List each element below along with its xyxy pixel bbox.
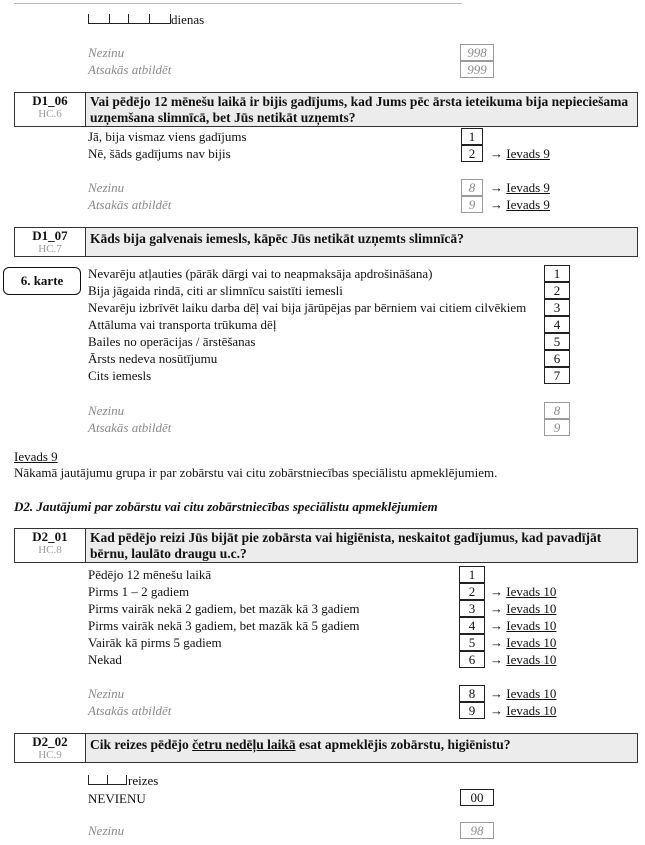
option-label: Bailes no operācijas / ārstēšanas	[88, 334, 256, 349]
option-code-5[interactable]: 5	[544, 333, 570, 350]
option-label: Pirms vairāk nekā 2 gadiem, bet mazāk kā 3 gadiem	[88, 601, 360, 616]
ievads-9-text: Nākamā jautājumu grupa ir par zobārstu vai citu zobārstniecības speciālistu apmeklējumiem.	[14, 465, 498, 480]
skip-instruction[interactable]: → Ievads 9	[490, 180, 550, 195]
top-atsakas-label: Atsakās atbildēt	[88, 62, 172, 77]
skip-instruction[interactable]: → Ievads 10	[490, 618, 557, 633]
option-label: Jā, bija vismaz viens gadījums	[88, 129, 247, 144]
option-code-2[interactable]: 2	[544, 282, 570, 299]
top-rule	[14, 3, 462, 4]
days-label: dienas	[171, 12, 205, 27]
nezinu-label: Nezinu	[88, 686, 125, 701]
ievads-9-title: Ievads 9	[14, 449, 58, 464]
days-entry-field[interactable]	[88, 12, 171, 28]
question-id: D2_02 HC.9	[15, 734, 86, 762]
option-label: Nevarēju atļauties (pārāk dārgi vai to neapmaksāja apdrošināšana)	[88, 266, 433, 281]
option-code-4[interactable]: 4	[459, 617, 485, 634]
skip-instruction[interactable]: → Ievads 10	[490, 686, 557, 701]
option-label: Bija jāgaida rindā, citi ar slimnīcu saistīti iemesli	[88, 283, 343, 298]
skip-instruction[interactable]: → Ievads 9	[490, 197, 550, 212]
option-label: Cits iemesls	[88, 368, 152, 383]
skip-instruction[interactable]: → Ievads 9	[490, 146, 550, 161]
section-title-d2: D2. Jautājumi par zobārstu vai citu zobārstniecības speciālistu apmeklējumiem	[14, 499, 438, 514]
option-code-1[interactable]: 1	[544, 265, 570, 282]
nezinu-code[interactable]: 8	[544, 402, 570, 419]
nezinu-label: Nezinu	[88, 403, 125, 418]
option-code-3[interactable]: 3	[544, 299, 570, 316]
question-id: D1_07 HC.7	[15, 228, 86, 256]
question-d2-02	[14, 733, 638, 763]
question-text: Kāds bija galvenais iemesls, kāpēc Jūs netikāt uzņemts slimnīcā?	[86, 228, 637, 256]
nezinu-code[interactable]: 98	[460, 822, 494, 839]
nezinu-label: Nezinu	[88, 823, 125, 838]
top-nezinu-label: Nezinu	[88, 45, 125, 60]
nezinu-label: Nezinu	[88, 180, 125, 195]
question-text: Vai pēdējo 12 mēnešu laikā ir bijis gadījums, kad Jums pēc ārsta ieteikuma bija nepieciešama uzņemšana slimnīcā, bet Jūs netikāt uzņemts?	[86, 93, 637, 126]
atsakas-code[interactable]: 9	[461, 196, 483, 213]
option-code-6[interactable]: 6	[544, 350, 570, 367]
skip-instruction[interactable]: → Ievads 10	[490, 584, 557, 599]
question-id: D2_01 HC.8	[15, 529, 86, 562]
option-label: Nekad	[88, 652, 122, 667]
question-id: D1_06 HC.6	[15, 93, 86, 126]
question-text: Kad pēdējo reizi Jūs bijāt pie zobārsta vai higiēnista, neskaitot gadījumus, kad pavadījāt bērnu, laulāto draugu u.c.?	[86, 529, 637, 562]
nezinu-code[interactable]: 8	[461, 179, 483, 196]
atsakas-label: Atsakās atbildēt	[88, 197, 172, 212]
question-d1-06	[14, 92, 638, 127]
option-label: Pirms 1 – 2 gadiem	[88, 584, 190, 599]
question-text: Cik reizes pēdējo četru nedēļu laikā esat apmeklējis zobārstu, higiēnistu?	[86, 734, 637, 762]
option-code-6[interactable]: 6	[459, 651, 485, 668]
atsakas-code[interactable]: 9	[459, 702, 485, 719]
skip-instruction[interactable]: → Ievads 10	[490, 635, 557, 650]
option-label: Pēdējo 12 mēnešu laikā	[88, 567, 212, 582]
show-card-label: 6. karte	[3, 267, 81, 295]
option-code-2[interactable]: 2	[459, 583, 485, 600]
option-label: Nē, šāds gadījums nav bijis	[88, 146, 231, 161]
option-code-3[interactable]: 3	[459, 600, 485, 617]
atsakas-label: Atsakās atbildēt	[88, 703, 172, 718]
option-label: Pirms vairāk nekā 3 gadiem, bet mazāk kā 5 gadiem	[88, 618, 360, 633]
skip-instruction[interactable]: → Ievads 10	[490, 601, 557, 616]
question-d2-01	[14, 528, 638, 563]
question-d1-07	[14, 227, 638, 257]
skip-instruction[interactable]: → Ievads 10	[490, 703, 557, 718]
option-code-1[interactable]: 1	[459, 566, 485, 583]
nevienu-label: NEVIENU	[88, 791, 146, 806]
option-label: Vairāk kā pirms 5 gadiem	[88, 635, 222, 650]
times-entry-field[interactable]	[88, 773, 127, 789]
option-label: Ārsts nedeva nosūtījumu	[88, 351, 218, 366]
atsakas-code[interactable]: 9	[544, 419, 570, 436]
option-code-2[interactable]: 2	[461, 145, 483, 162]
option-code-4[interactable]: 4	[544, 316, 570, 333]
option-code-7[interactable]: 7	[544, 367, 570, 384]
nezinu-code[interactable]: 8	[459, 685, 485, 702]
option-label: Attāluma vai transporta trūkuma dēļ	[88, 317, 277, 332]
times-label: reizes	[128, 773, 159, 788]
atsakas-label: Atsakās atbildēt	[88, 420, 172, 435]
skip-instruction[interactable]: → Ievads 10	[490, 652, 557, 667]
option-code-5[interactable]: 5	[459, 634, 485, 651]
option-label: Nevarēju izbrīvēt laiku darba dēļ vai bija jārūpējas par bērniem vai citiem cilvēkiem	[88, 300, 527, 315]
nevienu-code[interactable]: 00	[460, 789, 494, 806]
option-code-1[interactable]: 1	[461, 128, 483, 145]
top-nezinu-code[interactable]: 998	[460, 44, 494, 61]
top-atsakas-code[interactable]: 999	[460, 61, 494, 78]
